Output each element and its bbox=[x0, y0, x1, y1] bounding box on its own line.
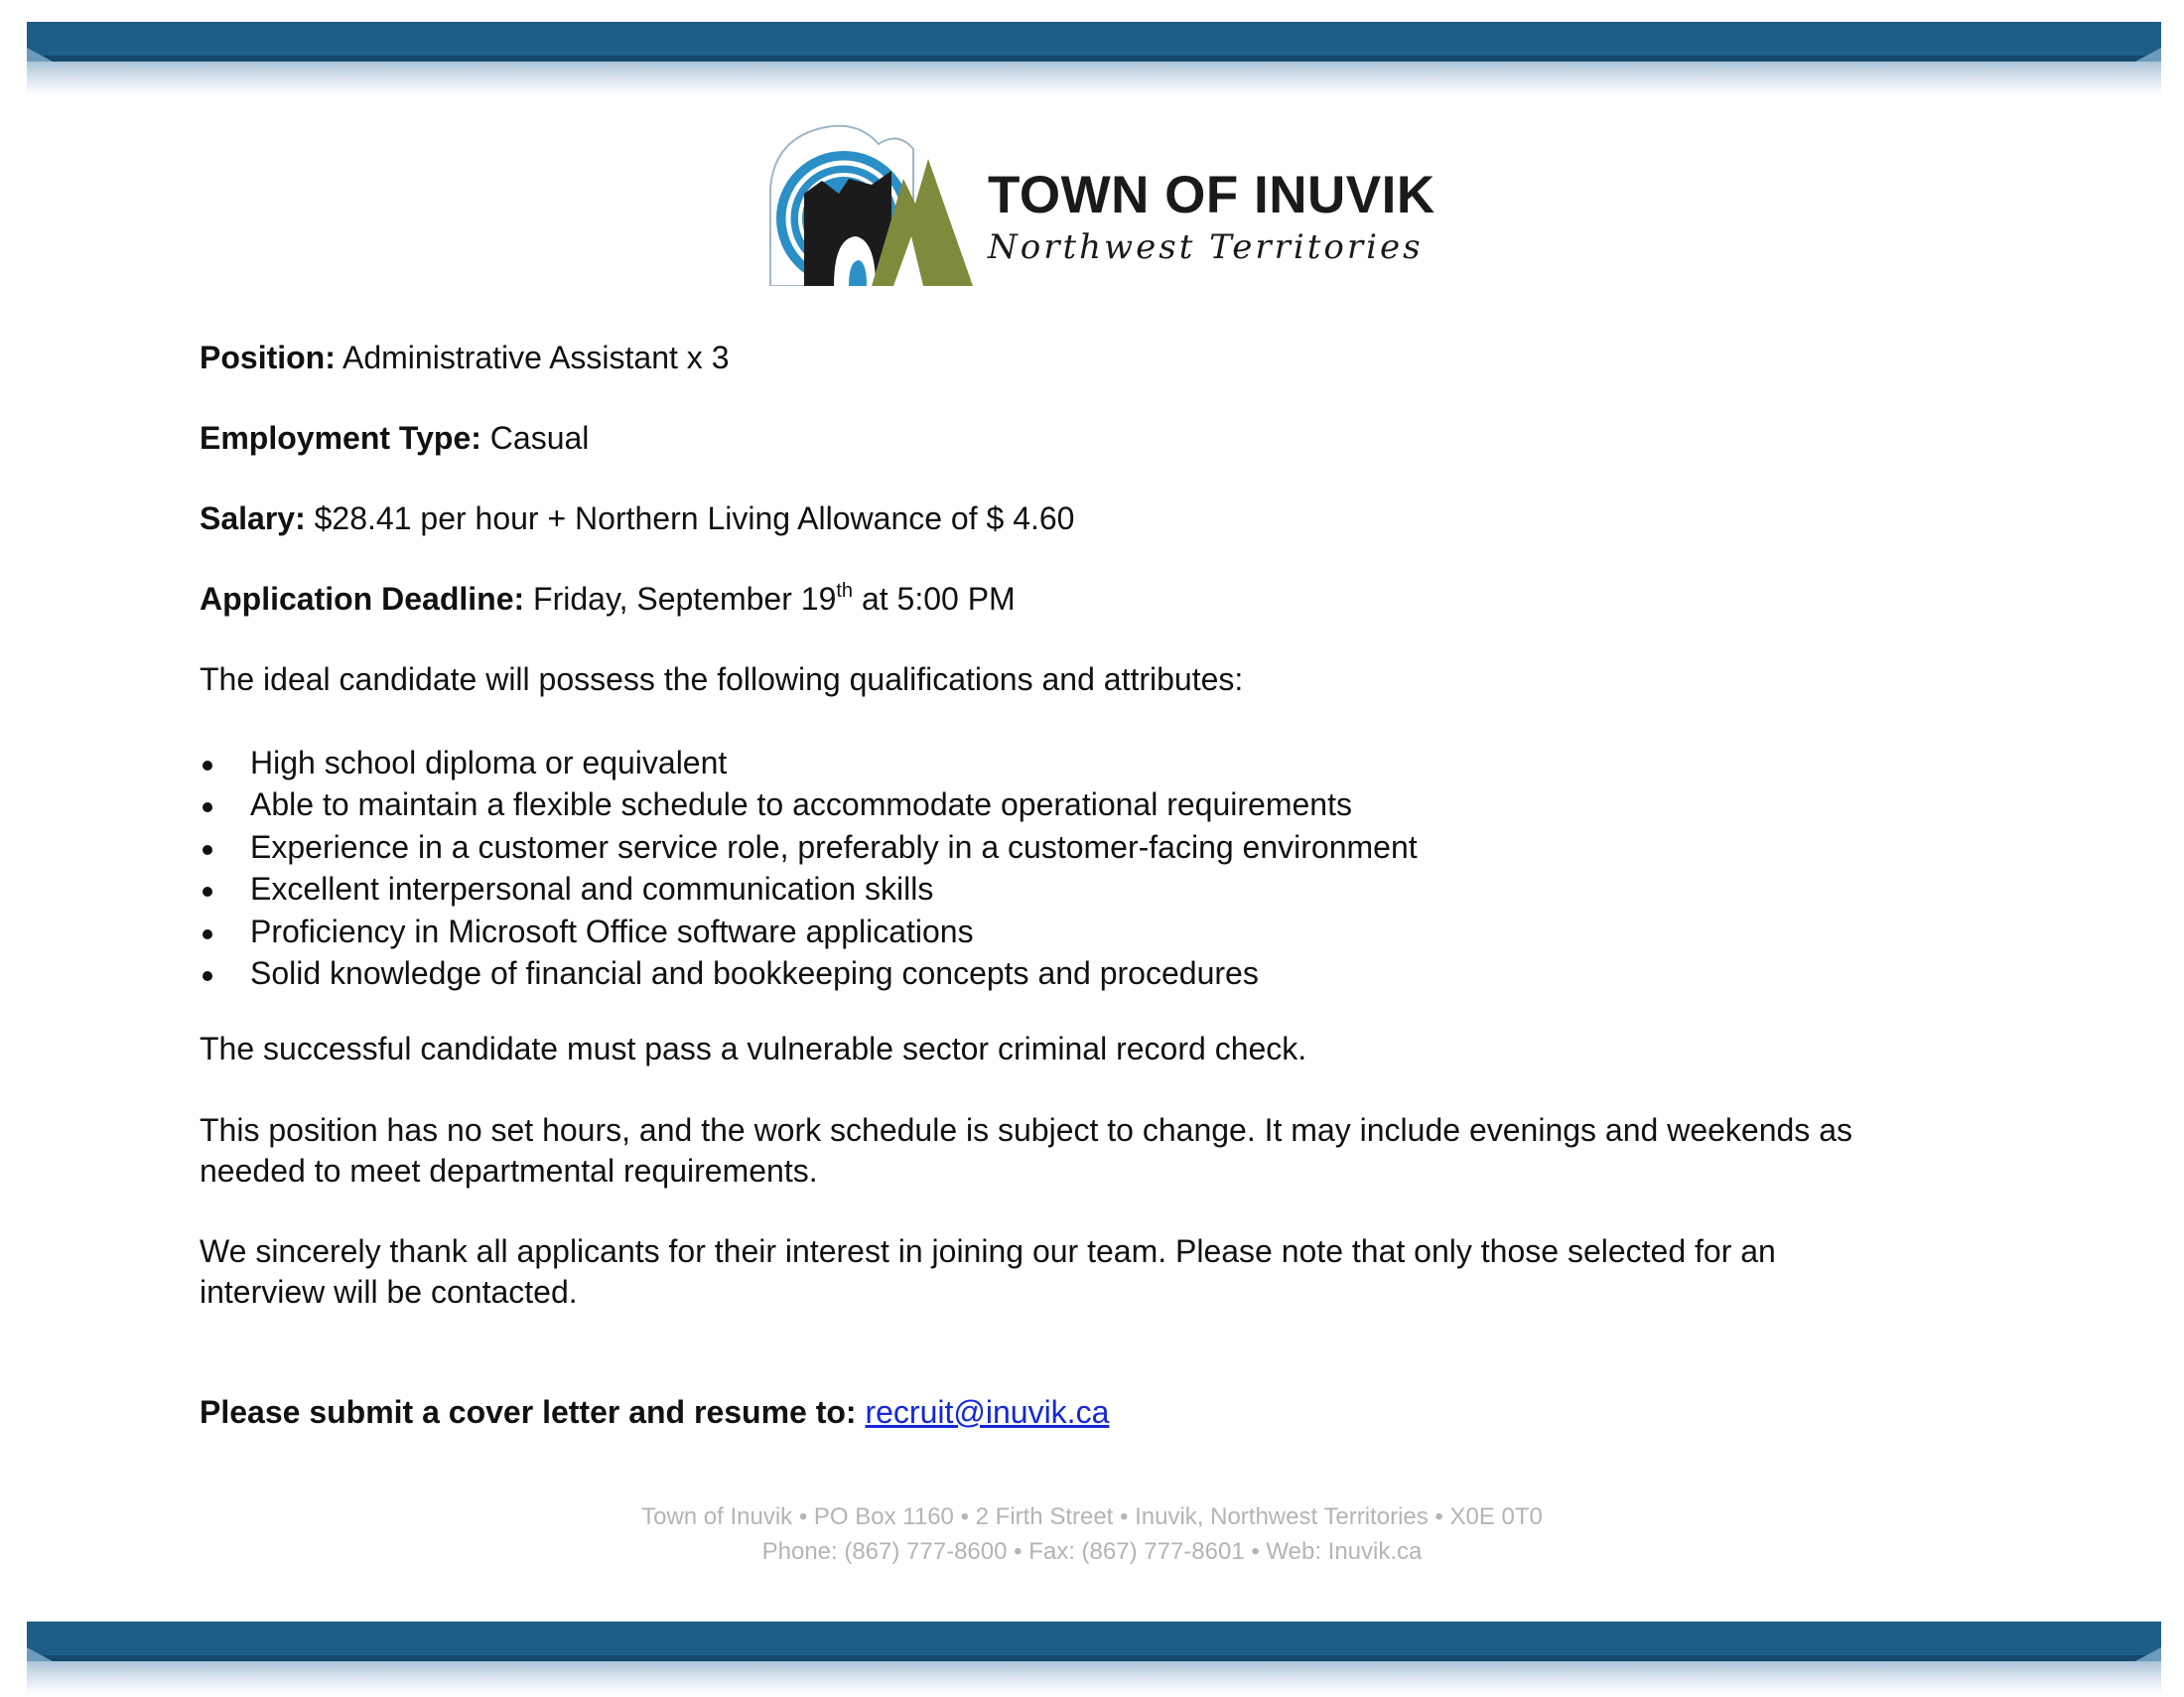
list-item: Able to maintain a flexible schedule to accommodate operational requirements bbox=[200, 784, 1418, 826]
deadline-time: at 5:00 PM bbox=[853, 581, 1016, 617]
hours-line-1: This position has no set hours, and the work schedule is subject to change. It may include evenings and weekends as bbox=[200, 1112, 1852, 1148]
list-item: High school diploma or equivalent bbox=[200, 743, 1418, 784]
bottom-banner-shadow bbox=[27, 1661, 2161, 1695]
deadline-line bbox=[200, 579, 1016, 620]
list-item: Solid knowledge of financial and bookkeeping concepts and procedures bbox=[200, 953, 1418, 995]
thanks-paragraph bbox=[200, 1231, 1986, 1313]
footer-address bbox=[0, 1499, 2184, 1569]
salary-value: $28.41 per hour + Northern Living Allowance of $ 4.60 bbox=[314, 500, 1075, 536]
top-banner-shadow bbox=[27, 62, 2161, 95]
salary-line bbox=[200, 498, 1074, 539]
logo-subtitle: Northwest Territories bbox=[988, 227, 1424, 267]
bottom-banner-bar bbox=[27, 1622, 2161, 1661]
deadline-value bbox=[533, 581, 1016, 617]
qualifications-list bbox=[200, 743, 1418, 995]
logo-name: TOWN OF INUVIK bbox=[988, 166, 1435, 224]
footer-line-1: Town of Inuvik • PO Box 1160 • 2 Firth Street • Inuvik, Northwest Territories • X0E 0T0 bbox=[641, 1503, 1543, 1530]
deadline-suffix: th bbox=[836, 580, 854, 602]
hours-line-2: needed to meet departmental requirements. bbox=[200, 1153, 818, 1189]
email-link[interactable]: recruit@inuvik.ca bbox=[865, 1394, 1110, 1430]
salary-label: Salary: bbox=[200, 500, 306, 536]
position-label: Position: bbox=[200, 340, 336, 375]
town-logo bbox=[764, 109, 1459, 286]
list-item: Experience in a customer service role, preferably in a customer-facing environment bbox=[200, 827, 1418, 869]
submit-label: Please submit a cover letter and resume to: bbox=[200, 1394, 857, 1430]
bottom-banner bbox=[27, 1622, 2161, 1695]
employment-type-label: Employment Type: bbox=[200, 420, 481, 456]
position-value: Administrative Assistant x 3 bbox=[342, 340, 730, 375]
footer-line-2: Phone: (867) 777-8600 • Fax: (867) 777-8601 • Web: Inuvik.ca bbox=[761, 1538, 1423, 1565]
list-item: Proficiency in Microsoft Office software applications bbox=[200, 912, 1418, 953]
intro-text: The ideal candidate will possess the following qualifications and attributes: bbox=[200, 661, 1244, 697]
logo-text bbox=[988, 166, 1435, 267]
employment-type-line bbox=[200, 418, 589, 459]
deadline-label: Application Deadline: bbox=[200, 581, 525, 617]
deadline-date: Friday, September 19 bbox=[533, 581, 837, 617]
list-item: Excellent interpersonal and communication skills bbox=[200, 869, 1418, 911]
record-check-text: The successful candidate must pass a vulnerable sector criminal record check. bbox=[200, 1031, 1307, 1066]
thanks-line-1: We sincerely thank all applicants for their interest in joining our team. Please note that only those selected for an bbox=[200, 1233, 1776, 1269]
hours-paragraph bbox=[200, 1110, 1986, 1192]
position-line bbox=[200, 338, 729, 378]
employment-type-value: Casual bbox=[489, 420, 590, 456]
thanks-line-2: interview will be contacted. bbox=[200, 1274, 578, 1310]
top-banner-bar bbox=[27, 22, 2161, 62]
town-emblem-icon bbox=[764, 119, 983, 286]
top-banner bbox=[27, 22, 2161, 95]
submit-line bbox=[200, 1392, 1109, 1433]
